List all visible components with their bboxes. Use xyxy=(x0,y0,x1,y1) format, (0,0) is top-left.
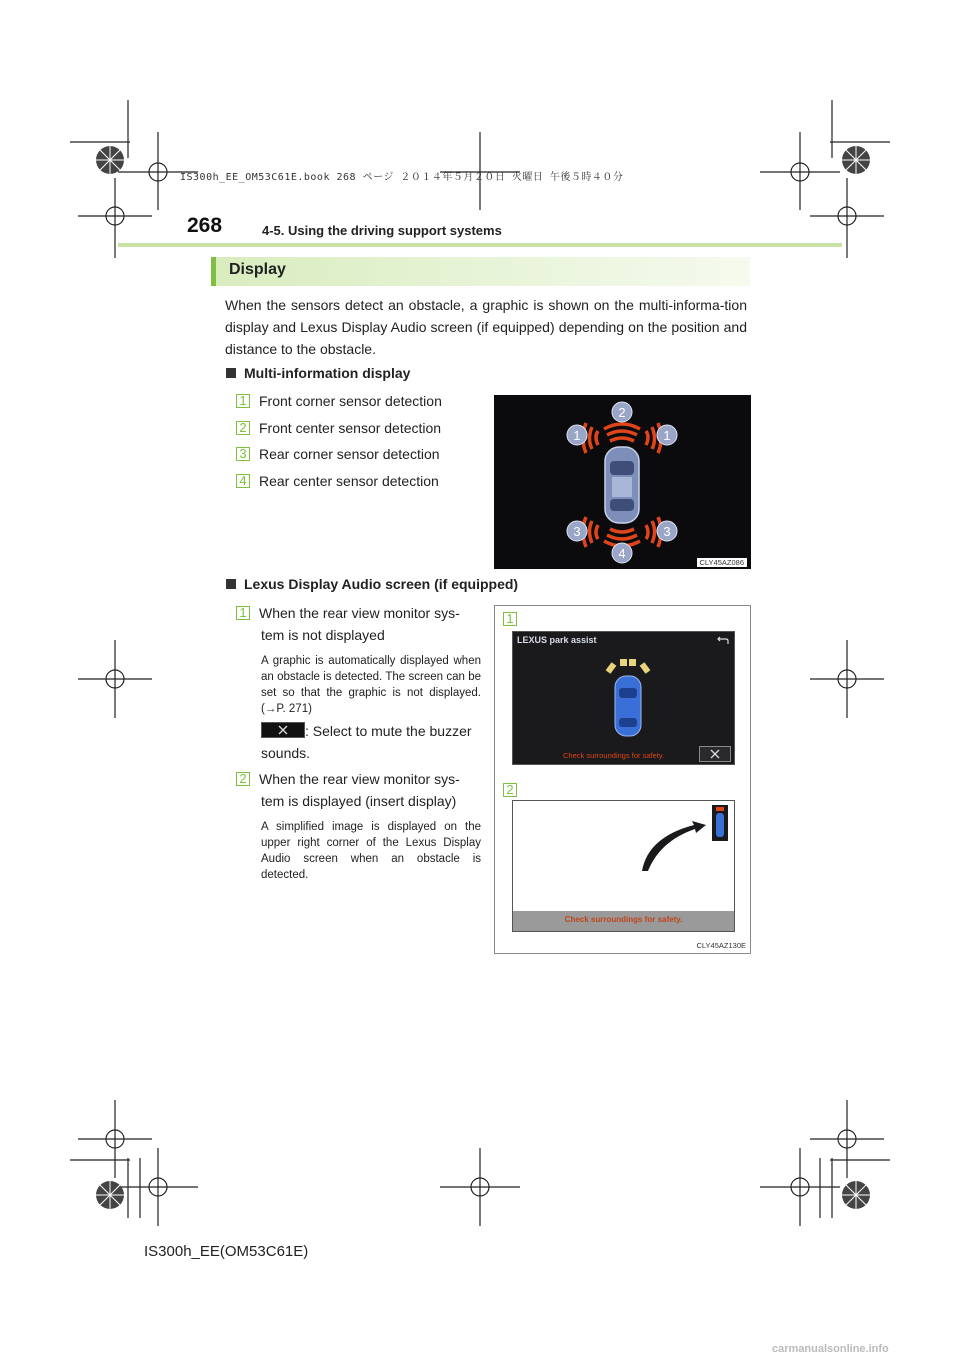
warning-bar xyxy=(513,911,734,931)
warning-text: Check surroundings for safety. xyxy=(563,751,665,760)
note-text: A graphic is automatically displayed when an obstacle is detected. The screen can be set so that the graphic is not displayed. (→P. 271) xyxy=(261,655,481,715)
number-badge: 1 xyxy=(236,606,250,620)
number-badge: 3 xyxy=(236,447,250,461)
number-badge: 1 xyxy=(236,394,250,408)
car-with-sensors-icon xyxy=(598,656,658,741)
sensor-diagram xyxy=(494,395,751,569)
callout-1: 1 xyxy=(663,428,671,443)
note-text: A simplified image is displayed on the upper right corner of the Lexus Display Audio screen when an obstacle is detected. xyxy=(261,821,481,881)
multi-info-figure xyxy=(494,395,751,569)
mute-button-icon xyxy=(699,746,731,762)
callout-1: 1 xyxy=(573,428,581,443)
warning-text: Check surroundings for safety. xyxy=(564,915,683,924)
arrow-icon xyxy=(638,819,710,875)
list-item-text: Front center sensor detection xyxy=(259,420,442,436)
header-rule xyxy=(118,243,842,247)
number-badge: 2 xyxy=(503,783,517,797)
back-icon xyxy=(717,635,729,645)
square-bullet-icon xyxy=(226,368,236,378)
list-item xyxy=(236,393,442,409)
multi-info-heading: Multi-information display xyxy=(226,365,410,381)
insert-display-icon xyxy=(712,805,728,841)
list-item: 2 When the rear view monitor sys- tem is displayed (insert display) xyxy=(236,768,480,812)
section-bar xyxy=(211,257,750,286)
list-item xyxy=(236,473,439,489)
list-item: 1 When the rear view monitor sys- tem is not displayed xyxy=(236,602,480,646)
number-badge: 4 xyxy=(236,474,250,488)
list-item-text: Front corner sensor detection xyxy=(259,393,442,409)
screen-title: LEXUS park assist xyxy=(517,635,597,645)
figure-code: CLY45AZ130E xyxy=(696,941,746,950)
number-badge: 2 xyxy=(236,421,250,435)
rear-view-screen xyxy=(512,800,735,932)
list-item-text: Rear corner sensor detection xyxy=(259,446,440,462)
callout-3: 3 xyxy=(663,524,671,539)
chapter-title: 4-5. Using the driving support systems xyxy=(262,223,502,238)
footer-model: IS300h_EE(OM53C61E) xyxy=(144,1243,309,1260)
park-assist-screen xyxy=(512,631,735,765)
page-number: 268 xyxy=(187,214,223,237)
print-header: IS300h_EE_OM53C61E.book 268 ページ ２０１４年５月２０日 火曜日 午後５時４０分 xyxy=(180,172,624,183)
figure-code: CLY45AZ086 xyxy=(697,558,747,567)
section-title: Display xyxy=(229,261,286,278)
callout-2: 2 xyxy=(618,405,626,420)
number-badge: 2 xyxy=(236,772,250,786)
watermark: carmanualsonline.info xyxy=(772,1343,889,1355)
list-item xyxy=(236,420,441,436)
lda-heading: Lexus Display Audio screen (if equipped) xyxy=(226,576,518,592)
list-item-text: Rear center sensor detection xyxy=(259,473,439,489)
mute-instruction: : Select to mute the buzzer sounds. xyxy=(261,723,472,761)
mute-button-icon xyxy=(261,722,305,738)
square-bullet-icon xyxy=(226,579,236,589)
lda-figure xyxy=(494,605,751,954)
list-item xyxy=(236,446,440,462)
callout-3: 3 xyxy=(573,524,581,539)
callout-4: 4 xyxy=(618,546,626,561)
intro-paragraph: When the sensors detect an obstacle, a graphic is shown on the multi-informa-tion display and Lexus Display Audio screen (if equipped) depending on the position and distance to the obstacle. xyxy=(225,297,747,357)
number-badge: 1 xyxy=(503,612,517,626)
